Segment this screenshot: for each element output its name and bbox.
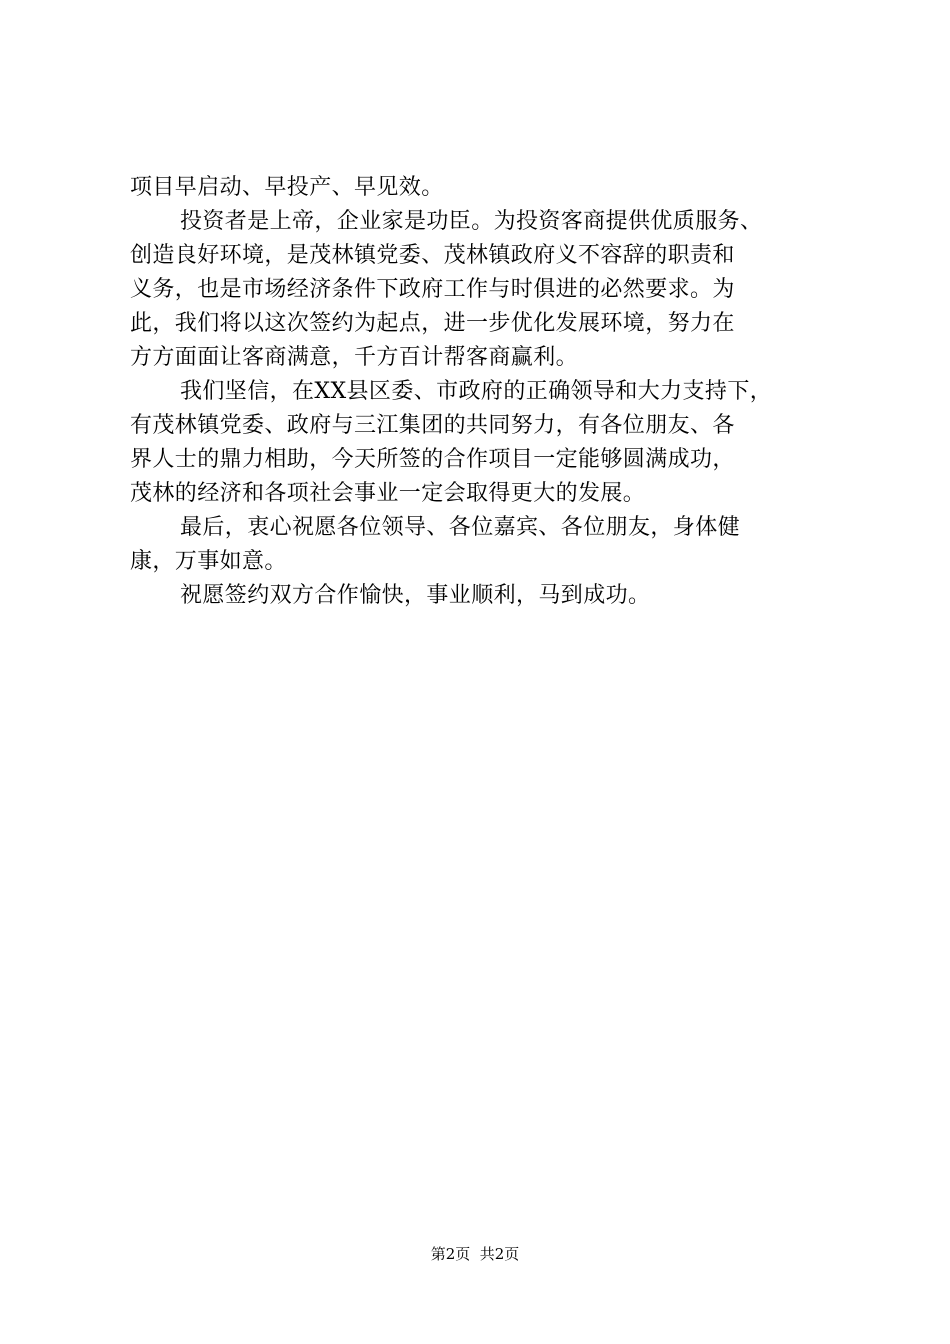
text-line: 义务，也是市场经济条件下政府工作与时俱进的必然要求。为 [130, 277, 735, 302]
text-line: 创造良好环境，是茂林镇党委、茂林镇政府义不容辞的职责和 [130, 243, 735, 268]
text-line: 方方面面让客商满意，千方百计帮客商赢利。 [130, 345, 579, 370]
text-line: 有茂林镇党委、政府与三江集团的共同努力，有各位朋友、各 [130, 413, 735, 438]
text-line: 茂林的经济和各项社会事业一定会取得更大的发展。 [130, 481, 646, 506]
paragraph-start-line: 祝愿签约双方合作愉快，事业顺利，马到成功。 [180, 583, 651, 608]
document-body [130, 171, 850, 613]
paragraph-start-line: 最后，衷心祝愿各位领导、各位嘉宾、各位朋友，身体健 [180, 515, 741, 540]
text-line: 界人士的鼎力相助，今天所签的合作项目一定能够圆满成功， [130, 447, 735, 472]
text-line: 此，我们将以这次签约为起点，进一步优化发展环境，努力在 [130, 311, 735, 336]
page-number-footer: 第2页 共2页 [430, 1245, 520, 1263]
text-line: 康，万事如意。 [130, 549, 287, 574]
paragraph-start-line: 我们坚信，在XX县区委、市政府的正确领导和大力支持下， [180, 379, 773, 404]
text-line: 项目早启动、早投产、早见效。 [130, 175, 444, 200]
paragraph-start-line: 投资者是上帝，企业家是功臣。为投资客商提供优质服务、 [180, 209, 763, 234]
